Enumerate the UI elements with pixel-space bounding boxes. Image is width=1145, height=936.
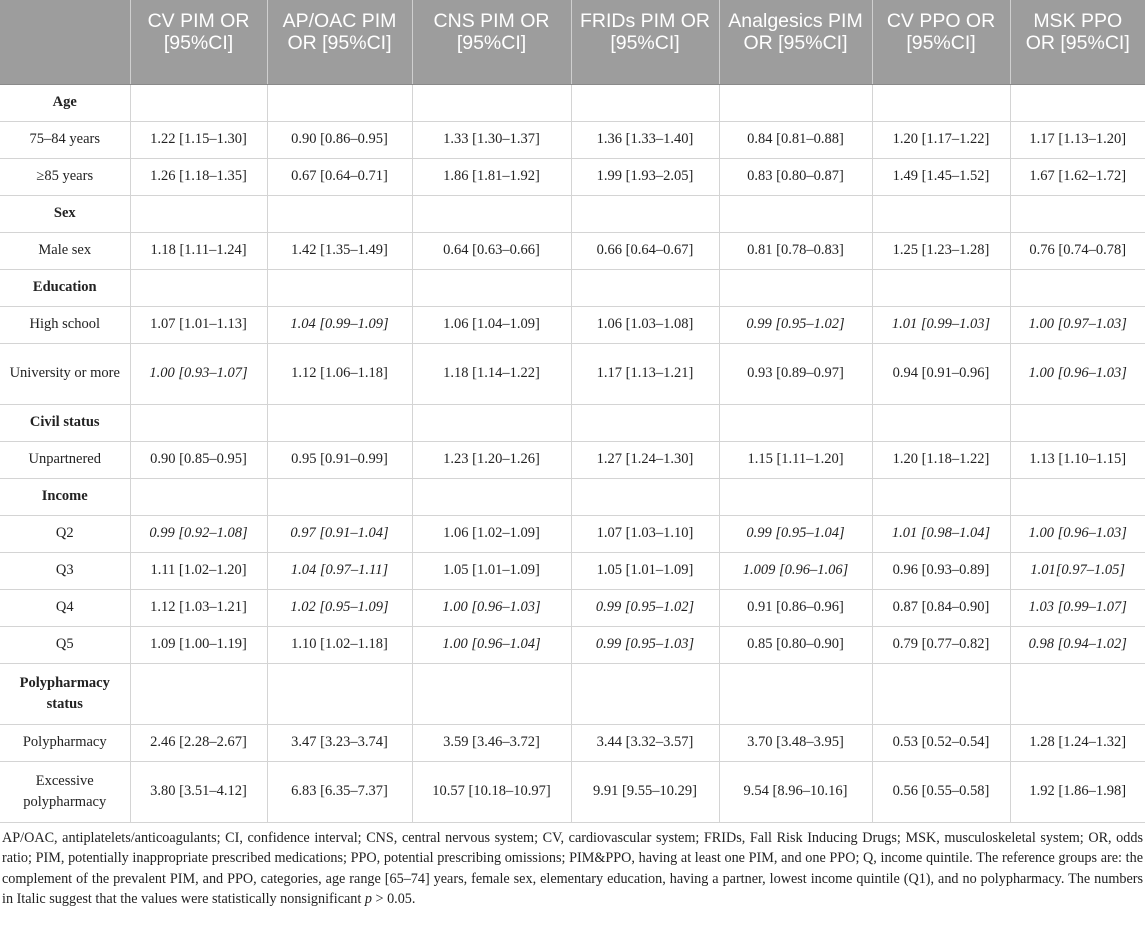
value-cell: 1.12 [1.06–1.18]: [267, 343, 412, 404]
value-cell: 0.98 [0.94–1.02]: [1010, 626, 1145, 663]
value-cell: 10.57 [10.18–10.97]: [412, 761, 571, 822]
value-cell: 1.01[0.97–1.05]: [1010, 552, 1145, 589]
value-cell: 0.79 [0.77–0.82]: [872, 626, 1010, 663]
empty-cell: [412, 663, 571, 724]
value-cell: 1.05 [1.01–1.09]: [571, 552, 719, 589]
value-cell: 0.97 [0.91–1.04]: [267, 515, 412, 552]
row-label: Unpartnered: [0, 441, 130, 478]
table-row: [0, 552, 1145, 589]
value-cell: 3.59 [3.46–3.72]: [412, 724, 571, 761]
value-cell: 9.91 [9.55–10.29]: [571, 761, 719, 822]
value-cell: 0.99 [0.95–1.02]: [719, 306, 872, 343]
value-cell: 0.95 [0.91–0.99]: [267, 441, 412, 478]
value-cell: 1.12 [1.03–1.21]: [130, 589, 267, 626]
value-cell: 0.93 [0.89–0.97]: [719, 343, 872, 404]
empty-cell: [412, 269, 571, 306]
section-label: Sex: [0, 195, 130, 232]
empty-cell: [571, 663, 719, 724]
table-row: [0, 515, 1145, 552]
table-footnote: [0, 823, 1145, 910]
row-label: Q3: [0, 552, 130, 589]
value-cell: 0.66 [0.64–0.67]: [571, 232, 719, 269]
value-cell: 1.06 [1.02–1.09]: [412, 515, 571, 552]
empty-cell: [719, 195, 872, 232]
value-cell: 1.00 [0.96–1.03]: [412, 589, 571, 626]
empty-cell: [1010, 269, 1145, 306]
value-cell: 3.44 [3.32–3.57]: [571, 724, 719, 761]
value-cell: 0.87 [0.84–0.90]: [872, 589, 1010, 626]
value-cell: 0.76 [0.74–0.78]: [1010, 232, 1145, 269]
section-row: [0, 663, 1145, 724]
value-cell: 1.11 [1.02–1.20]: [130, 552, 267, 589]
row-label: ≥85 years: [0, 158, 130, 195]
empty-cell: [267, 84, 412, 121]
value-cell: 1.27 [1.24–1.30]: [571, 441, 719, 478]
section-label: Education: [0, 269, 130, 306]
empty-cell: [719, 663, 872, 724]
empty-cell: [130, 195, 267, 232]
value-cell: 0.64 [0.63–0.66]: [412, 232, 571, 269]
value-cell: 1.23 [1.20–1.26]: [412, 441, 571, 478]
value-cell: 0.84 [0.81–0.88]: [719, 121, 872, 158]
header-row: [0, 0, 1145, 84]
empty-cell: [719, 84, 872, 121]
table-row: [0, 626, 1145, 663]
column-header: FRIDs PIM OR [95%CI]: [571, 0, 719, 84]
value-cell: 1.99 [1.93–2.05]: [571, 158, 719, 195]
empty-cell: [130, 478, 267, 515]
value-cell: 6.83 [6.35–7.37]: [267, 761, 412, 822]
section-row: [0, 84, 1145, 121]
value-cell: 1.17 [1.13–1.20]: [1010, 121, 1145, 158]
column-header: CV PIM OR [95%CI]: [130, 0, 267, 84]
section-label: Civil status: [0, 404, 130, 441]
row-label: University or more: [0, 343, 130, 404]
empty-cell: [130, 404, 267, 441]
value-cell: 1.18 [1.11–1.24]: [130, 232, 267, 269]
value-cell: 1.00 [0.97–1.03]: [1010, 306, 1145, 343]
value-cell: 1.04 [0.99–1.09]: [267, 306, 412, 343]
value-cell: 0.85 [0.80–0.90]: [719, 626, 872, 663]
empty-cell: [267, 195, 412, 232]
empty-cell: [267, 478, 412, 515]
value-cell: 0.99 [0.95–1.03]: [571, 626, 719, 663]
value-cell: 0.96 [0.93–0.89]: [872, 552, 1010, 589]
value-cell: 1.07 [1.03–1.10]: [571, 515, 719, 552]
empty-cell: [1010, 195, 1145, 232]
empty-cell: [130, 663, 267, 724]
value-cell: 1.26 [1.18–1.35]: [130, 158, 267, 195]
value-cell: 1.42 [1.35–1.49]: [267, 232, 412, 269]
value-cell: 1.00 [0.93–1.07]: [130, 343, 267, 404]
table-row: [0, 761, 1145, 822]
value-cell: 2.46 [2.28–2.67]: [130, 724, 267, 761]
empty-cell: [719, 404, 872, 441]
empty-cell: [872, 84, 1010, 121]
row-label: 75–84 years: [0, 121, 130, 158]
empty-cell: [267, 404, 412, 441]
value-cell: 1.01 [0.98–1.04]: [872, 515, 1010, 552]
row-label: Polypharmacy: [0, 724, 130, 761]
empty-cell: [1010, 663, 1145, 724]
table-row: [0, 589, 1145, 626]
value-cell: 1.33 [1.30–1.37]: [412, 121, 571, 158]
value-cell: 1.22 [1.15–1.30]: [130, 121, 267, 158]
row-label: Q2: [0, 515, 130, 552]
empty-cell: [412, 84, 571, 121]
row-label: Q4: [0, 589, 130, 626]
empty-cell: [872, 269, 1010, 306]
table-row: [0, 121, 1145, 158]
empty-cell: [571, 478, 719, 515]
column-header: CNS PIM OR [95%CI]: [412, 0, 571, 84]
section-label: Polypharmacy status: [0, 663, 130, 724]
value-cell: 1.36 [1.33–1.40]: [571, 121, 719, 158]
empty-cell: [571, 84, 719, 121]
row-label: Q5: [0, 626, 130, 663]
value-cell: 0.56 [0.55–0.58]: [872, 761, 1010, 822]
empty-cell: [1010, 84, 1145, 121]
footnote-text: AP/OAC, antiplatelets/anticoagulants; CI, confidence interval; CNS, central nervous system; CV, cardiovascular system; FRIDs, Fall Risk Inducing Drugs; MSK, musculoskeletal system; OR, odds ratio; PIM, potentially inappropriate prescribed medications; PPO, potential prescribing omissions; PIM&PPO, having at least one PIM, and one PPO; Q, income quintile. The reference groups are: the complement of the prevalent PIM, and PPO, categories, age range [65–74] years, female sex, elementary education, having a partner, lowest income quintile (Q1), and no polypharmacy. The numbers in Italic suggest that the values were statistically nonsignificant: [2, 829, 1143, 907]
table-row: [0, 441, 1145, 478]
section-row: [0, 269, 1145, 306]
header-cell-blank: [0, 0, 130, 84]
value-cell: 1.06 [1.04–1.09]: [412, 306, 571, 343]
value-cell: 0.99 [0.95–1.04]: [719, 515, 872, 552]
value-cell: 9.54 [8.96–10.16]: [719, 761, 872, 822]
value-cell: 1.20 [1.17–1.22]: [872, 121, 1010, 158]
column-header: AP/OAC PIM OR [95%CI]: [267, 0, 412, 84]
value-cell: 1.20 [1.18–1.22]: [872, 441, 1010, 478]
empty-cell: [412, 195, 571, 232]
value-cell: 1.49 [1.45–1.52]: [872, 158, 1010, 195]
value-cell: 0.90 [0.85–0.95]: [130, 441, 267, 478]
empty-cell: [571, 404, 719, 441]
table-header: [0, 0, 1145, 84]
value-cell: 1.13 [1.10–1.15]: [1010, 441, 1145, 478]
empty-cell: [412, 404, 571, 441]
empty-cell: [872, 195, 1010, 232]
value-cell: 1.01 [0.99–1.03]: [872, 306, 1010, 343]
empty-cell: [267, 269, 412, 306]
section-label: Age: [0, 84, 130, 121]
value-cell: 1.009 [0.96–1.06]: [719, 552, 872, 589]
empty-cell: [872, 404, 1010, 441]
value-cell: 0.90 [0.86–0.95]: [267, 121, 412, 158]
section-row: [0, 195, 1145, 232]
value-cell: 0.91 [0.86–0.96]: [719, 589, 872, 626]
value-cell: 1.86 [1.81–1.92]: [412, 158, 571, 195]
row-label: Male sex: [0, 232, 130, 269]
empty-cell: [130, 269, 267, 306]
value-cell: 1.03 [0.99–1.07]: [1010, 589, 1145, 626]
empty-cell: [130, 84, 267, 121]
value-cell: 0.83 [0.80–0.87]: [719, 158, 872, 195]
value-cell: 0.94 [0.91–0.96]: [872, 343, 1010, 404]
section-row: [0, 478, 1145, 515]
table-row: [0, 306, 1145, 343]
value-cell: 1.67 [1.62–1.72]: [1010, 158, 1145, 195]
value-cell: 1.07 [1.01–1.13]: [130, 306, 267, 343]
empty-cell: [412, 478, 571, 515]
section-row: [0, 404, 1145, 441]
table-body: [0, 84, 1145, 822]
value-cell: 1.02 [0.95–1.09]: [267, 589, 412, 626]
table-row: [0, 343, 1145, 404]
value-cell: 1.92 [1.86–1.98]: [1010, 761, 1145, 822]
footnote-p-symbol: p: [364, 891, 372, 907]
value-cell: 1.18 [1.14–1.22]: [412, 343, 571, 404]
value-cell: 0.99 [0.92–1.08]: [130, 515, 267, 552]
value-cell: 1.05 [1.01–1.09]: [412, 552, 571, 589]
value-cell: 1.00 [0.96–1.04]: [412, 626, 571, 663]
empty-cell: [1010, 478, 1145, 515]
empty-cell: [571, 269, 719, 306]
empty-cell: [267, 663, 412, 724]
column-header: CV PPO OR [95%CI]: [872, 0, 1010, 84]
column-header: Analgesics PIM OR [95%CI]: [719, 0, 872, 84]
value-cell: 1.00 [0.96–1.03]: [1010, 343, 1145, 404]
value-cell: 1.28 [1.24–1.32]: [1010, 724, 1145, 761]
value-cell: 1.00 [0.96–1.03]: [1010, 515, 1145, 552]
value-cell: 0.81 [0.78–0.83]: [719, 232, 872, 269]
empty-cell: [872, 663, 1010, 724]
value-cell: 1.17 [1.13–1.21]: [571, 343, 719, 404]
value-cell: 1.15 [1.11–1.20]: [719, 441, 872, 478]
value-cell: 3.80 [3.51–4.12]: [130, 761, 267, 822]
value-cell: 3.47 [3.23–3.74]: [267, 724, 412, 761]
table-row: [0, 232, 1145, 269]
value-cell: 0.99 [0.95–1.02]: [571, 589, 719, 626]
row-label: High school: [0, 306, 130, 343]
value-cell: 1.06 [1.03–1.08]: [571, 306, 719, 343]
value-cell: 0.67 [0.64–0.71]: [267, 158, 412, 195]
footnote-p-threshold: > 0.05.: [371, 891, 416, 907]
value-cell: 0.53 [0.52–0.54]: [872, 724, 1010, 761]
table-row: [0, 158, 1145, 195]
value-cell: 3.70 [3.48–3.95]: [719, 724, 872, 761]
row-label: Excessive polypharmacy: [0, 761, 130, 822]
table-row: [0, 724, 1145, 761]
value-cell: 1.04 [0.97–1.11]: [267, 552, 412, 589]
empty-cell: [571, 195, 719, 232]
empty-cell: [872, 478, 1010, 515]
empty-cell: [719, 478, 872, 515]
empty-cell: [719, 269, 872, 306]
section-label: Income: [0, 478, 130, 515]
value-cell: 1.25 [1.23–1.28]: [872, 232, 1010, 269]
empty-cell: [1010, 404, 1145, 441]
value-cell: 1.09 [1.00–1.19]: [130, 626, 267, 663]
value-cell: 1.10 [1.02–1.18]: [267, 626, 412, 663]
column-header: MSK PPO OR [95%CI]: [1010, 0, 1145, 84]
